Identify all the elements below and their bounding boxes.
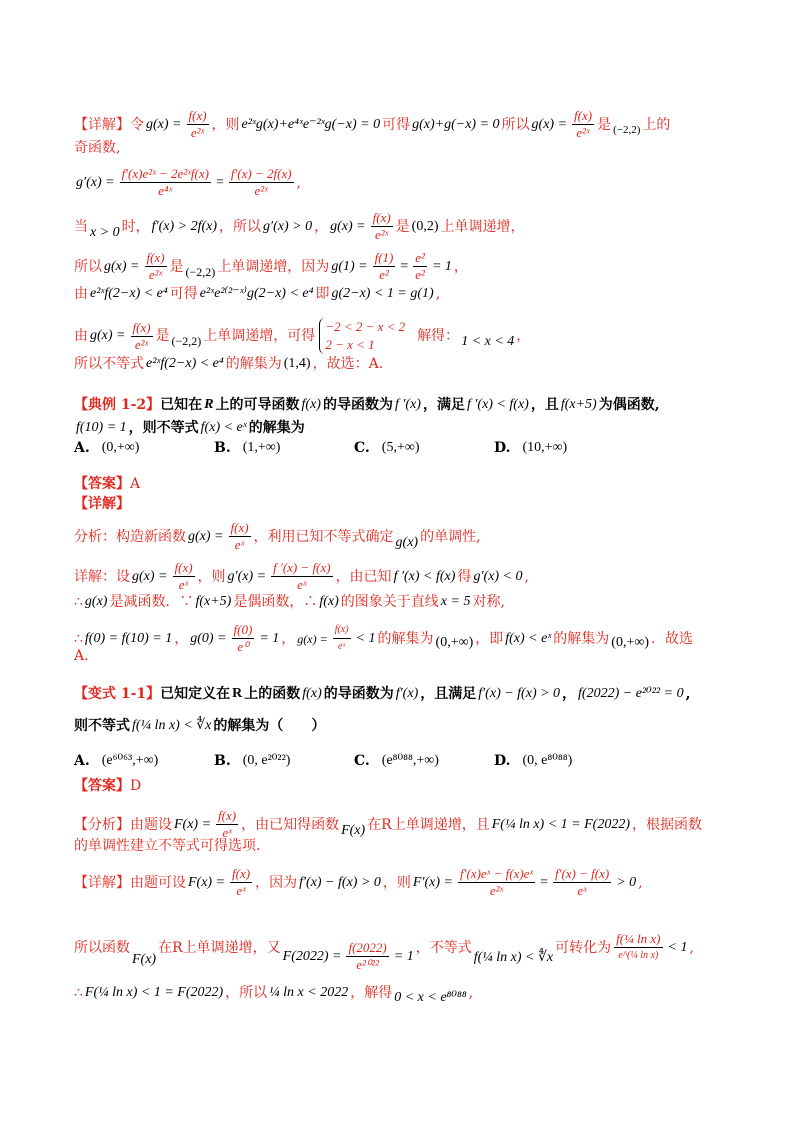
math: f(¼ ln x) < ∜x bbox=[473, 949, 554, 965]
text: 是减函数．∵ bbox=[109, 594, 194, 610]
math: f(x) bbox=[301, 397, 321, 412]
text: 详解：设 bbox=[74, 568, 130, 585]
detail-line-6 bbox=[74, 284, 740, 304]
math: g′(x) > 0 bbox=[263, 218, 313, 234]
fraction: $\frac{f'(x) - 2f(x)}{\text{e²ˣ}}$ bbox=[230, 166, 292, 198]
analysis-line bbox=[74, 520, 740, 553]
math: < 1 bbox=[667, 939, 688, 955]
fraction: $\frac{f(x)}{\text{e²ˣ}}$ bbox=[372, 210, 391, 242]
text: 由 bbox=[74, 286, 88, 302]
text: ， bbox=[516, 328, 531, 344]
fraction: $\frac{f(x)}{\text{eˣ}}$ bbox=[232, 866, 251, 898]
fraction: $\frac{f(x)}{\text{eˣ}}$ bbox=[230, 520, 249, 552]
math: g(x) = bbox=[146, 116, 182, 132]
system-of-inequalities: −2 < 2 − x < 2 2 − x < 1 bbox=[319, 318, 405, 354]
math: e²ˣf(2−x) < e⁴ bbox=[90, 286, 168, 301]
text: 所以 bbox=[74, 258, 102, 275]
detail-line bbox=[74, 922, 740, 973]
text: 得 bbox=[457, 568, 472, 585]
option-c[interactable]: C. (5,+∞) bbox=[354, 440, 420, 456]
text: ， bbox=[281, 630, 296, 647]
fraction: $\frac{f(x)}{\text{e²ˣ}}$ bbox=[574, 108, 593, 140]
fraction: $\frac{f '(x) - f(x)}{\text{eˣ}}$ bbox=[273, 560, 331, 592]
text: 即 bbox=[315, 286, 330, 302]
detail-line-4 bbox=[74, 210, 740, 243]
question-1-2-line-1 bbox=[74, 395, 740, 415]
detail-label: 【详解】 bbox=[74, 496, 130, 512]
math: f ′(x) bbox=[394, 397, 421, 412]
math: g(1) = bbox=[331, 258, 368, 274]
fraction: $\frac{f(2022)}{\text{e²⁰²²}}$ bbox=[348, 940, 387, 972]
math: R bbox=[204, 397, 214, 412]
detail-line bbox=[74, 560, 740, 593]
detail-line bbox=[74, 592, 740, 612]
math: (0,+∞) bbox=[435, 634, 474, 650]
math: (−2,2) bbox=[613, 123, 641, 136]
text: ，不等式 bbox=[415, 939, 472, 956]
math: g(2−x) < 1 = g(1) bbox=[331, 286, 434, 301]
text: ，由已知 bbox=[335, 568, 392, 585]
math: g′(x) = bbox=[227, 568, 267, 584]
math: f(2022) − e²⁰²² = 0 bbox=[578, 686, 684, 701]
text: ，所以 bbox=[225, 985, 268, 1001]
math: (1,4) bbox=[283, 356, 311, 371]
detail-line bbox=[74, 978, 740, 1008]
text: ，即 bbox=[475, 630, 504, 647]
answer-value: D bbox=[130, 778, 142, 794]
math: = bbox=[215, 174, 224, 190]
math: f′(x) > 2f(x) bbox=[151, 218, 218, 234]
math: f(¼ ln x) < ∜x bbox=[132, 718, 212, 733]
text: 的解集为 bbox=[225, 356, 282, 372]
math: g′(x) < 0 bbox=[473, 568, 523, 584]
math: g(x) = bbox=[297, 631, 328, 646]
text: 是 bbox=[169, 258, 184, 275]
answer-label: 【答案】 bbox=[74, 778, 130, 794]
text: 的解集为 bbox=[553, 630, 610, 647]
text: ．故选 bbox=[650, 630, 693, 647]
option-b[interactable]: B. (0, e²⁰²²) bbox=[214, 752, 291, 769]
math: f′(x) − f(x) > 0 bbox=[478, 686, 561, 701]
text: 的单调性, bbox=[420, 528, 481, 545]
fraction: $\frac{f(1)}{\text{e²}}$ bbox=[374, 250, 394, 282]
text: ，利用已知不等式确定 bbox=[253, 528, 394, 545]
math: f(x) < eˣ bbox=[200, 420, 247, 435]
math: g′(x) = bbox=[76, 174, 115, 190]
math: g(x) = bbox=[531, 116, 568, 132]
text: ，由已知得函数 bbox=[241, 816, 340, 833]
text: 上单调递增，因为 bbox=[217, 258, 330, 275]
text: ，所以 bbox=[219, 218, 262, 235]
text: ，且满足 bbox=[420, 686, 477, 702]
text: ，则 bbox=[211, 116, 240, 133]
math: g(x) = bbox=[132, 568, 168, 584]
text: 是 bbox=[597, 116, 612, 133]
answer-line bbox=[74, 474, 740, 494]
text: 为偶函数, bbox=[598, 397, 660, 413]
text: 上的可导函数 bbox=[215, 397, 300, 413]
text: 解得： bbox=[417, 328, 460, 344]
math: g(x) = bbox=[188, 528, 224, 544]
text: 的解集为（ ） bbox=[213, 718, 326, 734]
detail-line-2 bbox=[74, 138, 740, 158]
math: f(x+5) bbox=[195, 594, 232, 609]
text: 【分析】由题设 bbox=[74, 816, 172, 833]
text: 是 bbox=[155, 328, 170, 344]
question-variant-1-1-line-1 bbox=[74, 684, 740, 704]
answer-value: A bbox=[130, 476, 141, 492]
math: = bbox=[400, 258, 409, 274]
question-label: 【典例 1-2】 bbox=[74, 397, 161, 413]
fraction: $\frac{f(x)}{\text{eˣ}}$ bbox=[174, 560, 193, 592]
math: g(0) = bbox=[190, 630, 227, 646]
text: , bbox=[296, 174, 301, 191]
text: 的解集为 bbox=[248, 420, 305, 436]
math: < 1 bbox=[355, 630, 376, 646]
detail-line bbox=[74, 866, 740, 899]
text: 的解集为 bbox=[377, 630, 434, 647]
question-variant-1-1-line-2 bbox=[74, 716, 740, 736]
fraction: $\frac{f(x)}{\text{eˣ}}$ bbox=[218, 808, 237, 840]
math: R bbox=[232, 686, 243, 701]
text: , bbox=[468, 985, 474, 1001]
detail-line-7 bbox=[74, 318, 740, 354]
text: 则不等式 bbox=[74, 718, 130, 734]
option-d[interactable]: D. (10,+∞) bbox=[494, 440, 568, 456]
text: 已知定义在 bbox=[160, 686, 231, 702]
text: 的导函数为 bbox=[323, 686, 394, 702]
math: f′(x) − f(x) > 0 bbox=[299, 874, 381, 890]
text: 是偶函数，∴ bbox=[233, 594, 318, 610]
text: ， bbox=[314, 218, 329, 235]
math: F(x) = bbox=[174, 816, 212, 832]
text: , bbox=[685, 686, 691, 702]
text: , bbox=[689, 939, 694, 956]
fraction: $\frac{f(x)}{\text{e²ˣ}}$ bbox=[188, 108, 207, 140]
math: f(x+5) bbox=[560, 397, 597, 412]
text: 在R上单调递增，又 bbox=[158, 939, 281, 956]
math: = 1 bbox=[259, 630, 280, 646]
text: , bbox=[524, 568, 529, 585]
text: 由 bbox=[74, 328, 88, 344]
fraction: $\frac{f(x)}{\text{e²ˣ}}$ bbox=[146, 250, 165, 282]
detail-line-5 bbox=[74, 250, 740, 283]
math: > 0 bbox=[616, 874, 637, 890]
fraction: $\frac{f'(x) - f(x)}{\text{eˣ}}$ bbox=[555, 866, 610, 898]
math: 0 < x < e⁸⁰⁸⁸ bbox=[394, 990, 467, 1005]
math: g(x) bbox=[84, 594, 108, 609]
text: 上的 bbox=[642, 116, 671, 133]
detail-line-8 bbox=[74, 354, 740, 374]
answer-label: 【答案】 bbox=[74, 476, 130, 492]
math: F(x) = bbox=[188, 874, 226, 890]
text: 上单调递增，可得 bbox=[203, 328, 316, 344]
text: ， bbox=[174, 630, 189, 647]
math: g(x) = bbox=[330, 218, 366, 234]
text: 【详解】令 bbox=[74, 116, 144, 133]
math: x = 5 bbox=[440, 594, 471, 609]
text: 已知在 bbox=[160, 397, 203, 413]
math: F′(x) = bbox=[412, 874, 454, 890]
text: ， bbox=[453, 258, 468, 275]
text: ， bbox=[562, 686, 577, 702]
text: ，则 bbox=[382, 874, 411, 891]
option-a[interactable]: A. (e⁶⁰⁶³,+∞) bbox=[74, 752, 159, 769]
math: F(¼ ln x) < 1 = F(2022) bbox=[84, 985, 224, 1000]
text: 所以函数 bbox=[74, 939, 130, 956]
fraction: $\frac{f(x)}{\text{e²ˣ}}$ bbox=[132, 319, 151, 352]
math: e²ˣf(2−x) < e⁴ bbox=[146, 356, 224, 371]
fraction: $\frac{f(x)}{\text{eˣ}}$ bbox=[334, 624, 349, 652]
math: (0,+∞) bbox=[611, 634, 649, 650]
fraction: $\frac{\text{f′(x)eˣ − f(x)eˣ}}{\text{e²ˣ}}$ bbox=[460, 866, 534, 898]
detail-line-1 bbox=[74, 108, 740, 141]
math: e²ˣg(x)+e⁴ˣe⁻²ˣg(−x) = 0 bbox=[241, 116, 381, 132]
question-label: 【变式 1-1】 bbox=[74, 686, 161, 702]
option-b[interactable]: B. (1,+∞) bbox=[214, 440, 281, 456]
math: = bbox=[540, 874, 548, 890]
text: 时， bbox=[121, 218, 150, 235]
math: f(x) bbox=[302, 686, 322, 701]
math: = 1 bbox=[393, 948, 414, 964]
math: (−2,2) bbox=[171, 334, 202, 348]
detail-line bbox=[74, 646, 740, 666]
math: g(x)+g(−x) = 0 bbox=[412, 116, 500, 132]
text: 上的函数 bbox=[244, 686, 301, 702]
math: F(x) bbox=[132, 951, 157, 967]
text: , bbox=[638, 874, 643, 891]
question-1-2-line-2 bbox=[74, 418, 740, 438]
math: f(10) = 1 bbox=[76, 420, 127, 435]
math: g(x) = bbox=[104, 258, 140, 274]
text: 上单调递增， bbox=[440, 218, 525, 235]
text: 是 bbox=[395, 218, 410, 235]
math: f(x) bbox=[319, 594, 339, 609]
math: F(2022) = bbox=[282, 948, 342, 964]
option-d[interactable]: D. (0, e⁸⁰⁸⁸) bbox=[494, 752, 573, 769]
text: ，满足 bbox=[422, 397, 465, 413]
math: e²ˣe²⁽²⁻ˣ⁾g(2−x) < e⁴ bbox=[199, 286, 314, 301]
text: ，则 bbox=[197, 568, 226, 585]
text: ，因为 bbox=[255, 874, 298, 891]
math: = 1 bbox=[431, 258, 452, 274]
math: f(x) < eˣ bbox=[505, 630, 552, 646]
math: ¼ ln x < 2022 bbox=[269, 985, 349, 1000]
fraction: $\frac{\text{f′(x)e²ˣ − 2e²ˣf(x)}}{\text{e⁴ˣ}}$ bbox=[121, 166, 209, 198]
fraction: $\frac{\text{f(¼ ln x)}}{\text{e\textasciicircum{}(¼ ln x)}}$ bbox=[616, 931, 661, 961]
text: 的单调性建立不等式可得选项. bbox=[74, 838, 261, 854]
analysis-line-2 bbox=[74, 836, 740, 856]
detail-label bbox=[74, 494, 740, 514]
text: , bbox=[435, 286, 441, 302]
text: 可得 bbox=[169, 286, 198, 302]
option-c[interactable]: C. (e⁸⁰⁸⁸,+∞) bbox=[354, 752, 439, 769]
text: 所以 bbox=[501, 116, 530, 133]
text: 的导函数为 bbox=[322, 397, 393, 413]
fraction: $\frac{f(0)}{\text{e⁰}}$ bbox=[233, 622, 253, 654]
fraction: $\frac{\text{e²}}{\text{e²}}$ bbox=[415, 250, 425, 282]
text: ，根据函数 bbox=[631, 816, 702, 833]
text: 可转化为 bbox=[555, 939, 612, 956]
text: 奇函数, bbox=[74, 140, 121, 156]
text: 对称, bbox=[472, 594, 505, 610]
option-a[interactable]: A. (0,+∞) bbox=[74, 440, 140, 456]
text: ∴ bbox=[74, 594, 83, 610]
text: A. bbox=[74, 648, 89, 664]
text: ，则不等式 bbox=[128, 420, 199, 436]
math: 1 < x < 4 bbox=[461, 334, 515, 349]
math: (0,2) bbox=[411, 218, 439, 234]
math: g(x) bbox=[395, 534, 419, 550]
text: ∴ bbox=[74, 630, 83, 647]
text: 所以不等式 bbox=[74, 356, 144, 372]
math: F(x) bbox=[341, 822, 366, 838]
text: 当 bbox=[74, 218, 88, 235]
text: ，故选：A. bbox=[312, 356, 384, 372]
text: ∴ bbox=[74, 985, 83, 1001]
math: f ′(x) < f(x) bbox=[466, 397, 529, 412]
math: F(¼ ln x) < 1 = F(2022) bbox=[491, 816, 630, 832]
text: ，且 bbox=[530, 397, 559, 413]
math: x > 0 bbox=[90, 224, 120, 240]
math: (−2,2) bbox=[185, 264, 216, 279]
math: f ′(x) < f(x) bbox=[393, 568, 456, 584]
math: f(0) = f(10) = 1 bbox=[84, 630, 173, 646]
math: f′(x) bbox=[395, 686, 419, 701]
detail-line-3 bbox=[74, 166, 740, 199]
text: 【详解】由题可设 bbox=[74, 874, 186, 891]
text: 在R上单调递增，且 bbox=[367, 816, 490, 833]
text: 的图象关于直线 bbox=[340, 594, 439, 610]
text: 可得 bbox=[382, 116, 411, 133]
math: g(x) = bbox=[90, 328, 126, 343]
answer-line bbox=[74, 776, 740, 796]
text: 分析：构造新函数 bbox=[74, 528, 186, 545]
text: ，解得 bbox=[350, 985, 393, 1001]
